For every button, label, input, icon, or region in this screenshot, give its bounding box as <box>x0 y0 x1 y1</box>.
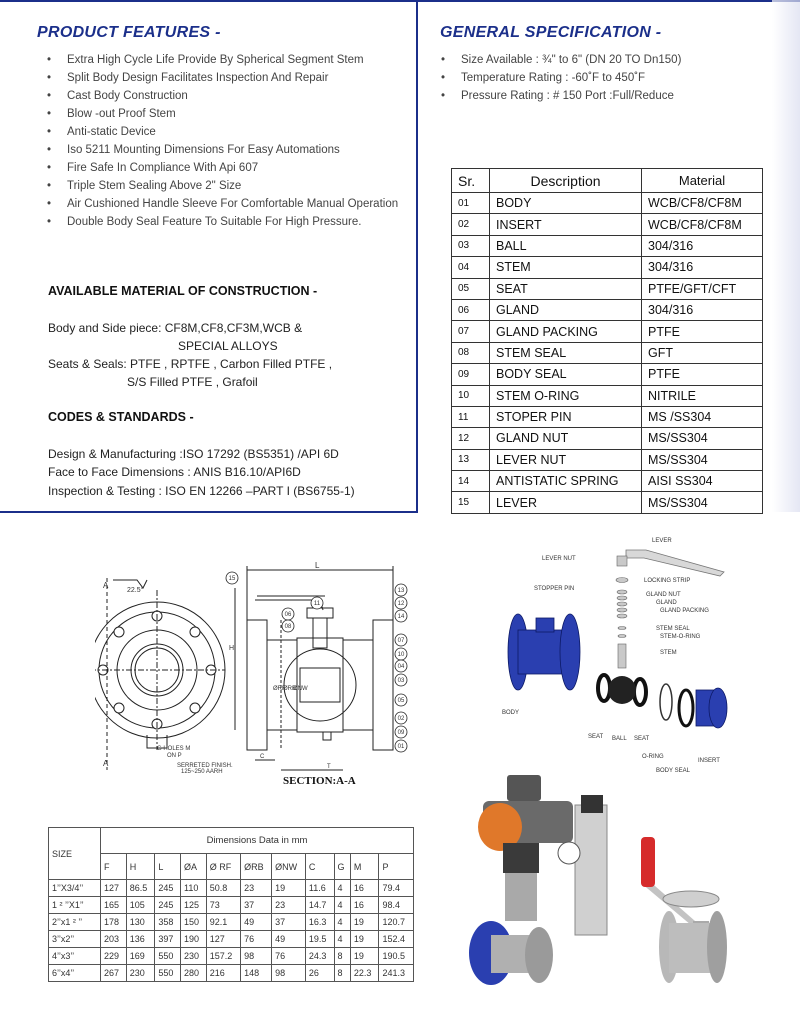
dim-cell: 550 <box>155 965 181 982</box>
section-label: SECTION:A-A <box>283 775 356 787</box>
features-list <box>47 51 407 231</box>
material-cell: 09 <box>452 364 490 385</box>
dim-cell: 98.4 <box>379 897 414 914</box>
seats-material-line: Seats & Seals: PTFE , RPTFE , Carbon Filled PTFE , <box>48 357 333 371</box>
dim-cell: 37 <box>241 897 272 914</box>
dim-cell: 245 <box>155 897 181 914</box>
codes-title: CODES & STANDARDS - <box>48 410 194 424</box>
callout-number: 14 <box>397 614 405 621</box>
dim-label: C <box>260 754 265 760</box>
material-cell: 02 <box>452 214 490 235</box>
dim-row <box>49 914 414 931</box>
dim-table-body <box>49 880 414 982</box>
material-cell: GLAND PACKING <box>490 321 642 342</box>
feature-item: • Air Cushioned Handle Sleeve For Comfortable Manual Operation <box>47 195 407 213</box>
feature-item: • Anti-static Device <box>47 123 407 141</box>
body-material-line: Body and Side piece: CF8M,CF8,CF3M,WCB & <box>48 321 303 335</box>
material-cell: AISI SS304 <box>642 471 763 492</box>
material-row <box>452 278 763 299</box>
part-label: BODY <box>502 710 520 716</box>
side-band <box>772 0 800 512</box>
dim-cell: 3’’x2’’ <box>49 931 101 948</box>
col-sr: Sr. <box>452 169 490 193</box>
material-cell: GFT <box>642 342 763 363</box>
exploded-view <box>496 532 796 777</box>
ball <box>608 676 636 704</box>
dim-cell: 127 <box>101 880 127 897</box>
dim-cell: 1’’X3/4’’ <box>49 880 101 897</box>
dim-table-header <box>49 854 414 880</box>
dim-cell: 4 <box>334 897 350 914</box>
material-cell: 12 <box>452 428 490 449</box>
dim-column-header: C <box>305 854 334 880</box>
material-cell: 07 <box>452 321 490 342</box>
dim-column-header: L <box>155 854 181 880</box>
dim-cell: 86.5 <box>126 880 155 897</box>
material-cell: GLAND <box>490 299 642 320</box>
material-cell: MS/SS304 <box>642 449 763 470</box>
dim-cell: 98 <box>272 965 306 982</box>
dim-cell: 267 <box>101 965 127 982</box>
material-table-header <box>452 169 763 193</box>
part-label: LEVER <box>652 538 672 544</box>
dim-cell: 358 <box>155 914 181 931</box>
part-label: SEAT <box>588 734 604 740</box>
callout-number: 10 <box>397 652 405 659</box>
dim-cell: 216 <box>206 965 240 982</box>
material-cell: 15 <box>452 492 490 513</box>
dim-cell: 125 <box>181 897 207 914</box>
part-label: BALL <box>612 736 627 742</box>
material-row <box>452 193 763 214</box>
callout-number: 13 <box>397 588 405 595</box>
feature-item: • Triple Stem Sealing Above 2" Size <box>47 177 407 195</box>
callout-number: 04 <box>397 664 405 671</box>
flange-front-view <box>95 578 225 770</box>
material-cell: 05 <box>452 278 490 299</box>
codes-line: Inspection & Testing : ISO EN 12266 –PART I (BS6755-1) <box>48 484 355 498</box>
seats-material-line-2: S/S Filled PTFE , Grafoil <box>127 375 258 389</box>
dim-cell: 76 <box>241 931 272 948</box>
body-material-line-2: SPECIAL ALLOYS <box>178 339 278 353</box>
dim-cell: 230 <box>181 948 207 965</box>
dim-cell: 49 <box>272 931 306 948</box>
dim-cell: 19 <box>350 931 379 948</box>
callout-number: 08 <box>284 624 292 631</box>
section-drawing <box>95 560 425 795</box>
dim-cell: 76 <box>272 948 306 965</box>
callout-number: 05 <box>397 698 405 705</box>
dim-cell: 105 <box>126 897 155 914</box>
dim-cell: 245 <box>155 880 181 897</box>
holes-label-2: ON P <box>167 753 182 759</box>
finish-label: SERRETED FINISH. <box>177 763 233 769</box>
callout-number: 09 <box>397 730 405 737</box>
material-cell: 304/316 <box>642 257 763 278</box>
material-cell: STEM <box>490 257 642 278</box>
material-cell: 304/316 <box>642 299 763 320</box>
dim-label: H <box>229 645 235 652</box>
body-seal <box>679 690 693 726</box>
material-cell: LEVER <box>490 492 642 513</box>
material-cell: MS/SS304 <box>642 492 763 513</box>
dim-cell: 14.7 <box>305 897 334 914</box>
part-label: GLAND <box>656 600 677 606</box>
part-label: STEM-O-RING <box>660 634 701 640</box>
material-cell: BODY <box>490 193 642 214</box>
dim-label: ØRB <box>283 686 297 692</box>
dim-cell: 19 <box>272 880 306 897</box>
part-label: STOPPER PIN <box>534 586 575 592</box>
feature-item: • Double Body Seal Feature To Suitable For High Pressure. <box>47 213 407 231</box>
dim-row <box>49 931 414 948</box>
dim-cell: 280 <box>181 965 207 982</box>
dim-cell: 148 <box>241 965 272 982</box>
dim-cell: 2’’x1 ² ’’ <box>49 914 101 931</box>
dim-column-header: G <box>334 854 350 880</box>
material-row <box>452 235 763 256</box>
material-cell: BALL <box>490 235 642 256</box>
callout-number: 11 <box>313 601 321 608</box>
dim-cell: 136 <box>126 931 155 948</box>
general-spec-list <box>441 51 771 105</box>
dim-cell: 37 <box>272 914 306 931</box>
material-cell: PTFE <box>642 364 763 385</box>
dim-cell: 98 <box>241 948 272 965</box>
callout-number: 03 <box>397 678 405 685</box>
dim-cell: 203 <box>101 931 127 948</box>
dim-cell: 157.2 <box>206 948 240 965</box>
dim-cell: 130 <box>126 914 155 931</box>
dim-caption: Dimensions Data in mm <box>101 828 414 854</box>
material-row <box>452 257 763 278</box>
size-header: SIZE <box>49 828 101 880</box>
material-table <box>451 168 763 514</box>
dim-cell: 550 <box>155 948 181 965</box>
material-cell: WCB/CF8/CF8M <box>642 214 763 235</box>
feature-item: • Blow -out Proof Stem <box>47 105 407 123</box>
dim-cell: 152.4 <box>379 931 414 948</box>
finish-label-2: 125~250 AARH <box>181 769 223 775</box>
dim-cell: 150 <box>181 914 207 931</box>
material-cell: 304/316 <box>642 235 763 256</box>
dim-cell: 16.3 <box>305 914 334 931</box>
dim-label: ØNW <box>293 686 308 692</box>
dim-cell: 23 <box>272 897 306 914</box>
part-label: BODY SEAL <box>656 768 690 774</box>
dim-cell: 165 <box>101 897 127 914</box>
dim-cell: 73 <box>206 897 240 914</box>
dim-cell: 169 <box>126 948 155 965</box>
dim-cell: 92.1 <box>206 914 240 931</box>
dim-cell: 1 ² ’’X1’’ <box>49 897 101 914</box>
callout-number: 12 <box>397 601 405 608</box>
callout-group <box>226 572 407 752</box>
material-cell: 04 <box>452 257 490 278</box>
dim-cell: 19.5 <box>305 931 334 948</box>
col-description: Description <box>490 169 642 193</box>
material-cell: STOPER PIN <box>490 406 642 427</box>
dim-label: T <box>327 764 331 770</box>
part-label: STEM SEAL <box>656 626 690 632</box>
dim-cell: 23 <box>241 880 272 897</box>
spec-item: • Pressure Rating : # 150 Port :Full/Reduce <box>441 87 771 105</box>
dim-cell: 50.8 <box>206 880 240 897</box>
dim-column-header: Ø RF <box>206 854 240 880</box>
dim-cell: 230 <box>126 965 155 982</box>
dim-cell: 8 <box>334 948 350 965</box>
codes-line: Design & Manufacturing :ISO 17292 (BS5351) /API 6D <box>48 447 339 461</box>
material-row <box>452 385 763 406</box>
dim-cell: 19 <box>350 914 379 931</box>
dim-label: L <box>315 561 320 570</box>
part-label: SEAT <box>634 736 650 742</box>
dimensions-table <box>48 827 414 982</box>
dim-cell: 4’’x3’’ <box>49 948 101 965</box>
angle-label: 22.5° <box>127 587 144 594</box>
material-row <box>452 342 763 363</box>
dim-cell: 120.7 <box>379 914 414 931</box>
callout-number: 01 <box>397 744 405 751</box>
spec-item: • Size Available : ¾" to 6" (DN 20 TO Dn150) <box>441 51 771 69</box>
dim-row <box>49 880 414 897</box>
feature-item: • Fire Safe In Compliance With Api 607 <box>47 159 407 177</box>
material-cell: PTFE <box>642 321 763 342</box>
materials-title: AVAILABLE MATERIAL OF CONSTRUCTION - <box>48 284 318 298</box>
dim-label: A <box>103 759 109 768</box>
codes-line: Face to Face Dimensions : ANIS B16.10/API6D <box>48 465 301 479</box>
dim-column-header: ØNW <box>272 854 306 880</box>
material-row <box>452 492 763 513</box>
material-cell: STEM SEAL <box>490 342 642 363</box>
dim-cell: 24.3 <box>305 948 334 965</box>
dim-cell: 190 <box>181 931 207 948</box>
dim-row <box>49 948 414 965</box>
material-cell: 06 <box>452 299 490 320</box>
dim-cell: 110 <box>181 880 207 897</box>
callout-number: 02 <box>397 716 405 723</box>
holes-label: G HOLES M <box>157 746 191 752</box>
part-label: LEVER NUT <box>542 556 576 562</box>
dim-cell: 26 <box>305 965 334 982</box>
actuated-valve-photo <box>469 775 607 985</box>
dim-cell: 4 <box>334 880 350 897</box>
dim-cell: 8 <box>334 965 350 982</box>
dim-label: ØRF <box>273 686 286 692</box>
callout-number: 15 <box>228 576 236 583</box>
stem-parts <box>616 556 628 668</box>
dim-column-header: P <box>379 854 414 880</box>
dim-column-header: ØRB <box>241 854 272 880</box>
insert-part <box>696 688 727 728</box>
dim-cell: 19 <box>350 948 379 965</box>
material-row <box>452 428 763 449</box>
material-cell: ANTISTATIC SPRING <box>490 471 642 492</box>
feature-item: • Iso 5211 Mounting Dimensions For Easy Automations <box>47 141 407 159</box>
material-cell: MS/SS304 <box>642 428 763 449</box>
dim-cell: 11.6 <box>305 880 334 897</box>
dim-table-caption-row <box>49 828 414 854</box>
dim-cell: 397 <box>155 931 181 948</box>
material-cell: MS /SS304 <box>642 406 763 427</box>
feature-item: • Cast Body Construction <box>47 87 407 105</box>
manual-valve-photo <box>641 837 727 983</box>
horizontal-divider <box>0 511 418 513</box>
material-cell: 11 <box>452 406 490 427</box>
dim-cell: 4 <box>334 914 350 931</box>
material-cell: 10 <box>452 385 490 406</box>
material-row <box>452 471 763 492</box>
material-table-body <box>452 193 763 514</box>
part-label: INSERT <box>698 758 720 764</box>
dim-label: A <box>103 581 109 590</box>
spec-item: • Temperature Rating : -60˚F to 450˚F <box>441 69 771 87</box>
material-cell: BODY SEAL <box>490 364 642 385</box>
material-cell: LEVER NUT <box>490 449 642 470</box>
material-row <box>452 214 763 235</box>
dim-row <box>49 965 414 982</box>
part-label: GLAND PACKING <box>660 608 709 614</box>
dim-cell: 229 <box>101 948 127 965</box>
dim-cell: 6’’x4’’ <box>49 965 101 982</box>
material-cell: INSERT <box>490 214 642 235</box>
dim-column-header: H <box>126 854 155 880</box>
part-label: LOCKING STRIP <box>644 578 691 584</box>
material-row <box>452 449 763 470</box>
top-rule <box>0 0 800 2</box>
material-cell: 13 <box>452 449 490 470</box>
dim-cell: 127 <box>206 931 240 948</box>
material-cell: STEM O-RING <box>490 385 642 406</box>
material-cell: SEAT <box>490 278 642 299</box>
part-label: STEM <box>660 650 677 656</box>
material-cell: 08 <box>452 342 490 363</box>
dim-column-header: F <box>101 854 127 880</box>
o-ring <box>660 684 672 720</box>
material-cell: 01 <box>452 193 490 214</box>
dim-cell: 16 <box>350 880 379 897</box>
material-cell: GLAND NUT <box>490 428 642 449</box>
valve-section-view <box>235 566 393 770</box>
dim-cell: 22.3 <box>350 965 379 982</box>
material-row <box>452 364 763 385</box>
part-label: GLAND NUT <box>646 592 681 598</box>
material-cell: 14 <box>452 471 490 492</box>
dim-column-header: M <box>350 854 379 880</box>
material-row <box>452 299 763 320</box>
callout-number: 06 <box>284 612 292 619</box>
dim-cell: 190.5 <box>379 948 414 965</box>
dim-cell: 79.4 <box>379 880 414 897</box>
material-cell: WCB/CF8/CF8M <box>642 193 763 214</box>
dim-row <box>49 897 414 914</box>
product-photos <box>455 775 775 990</box>
lever-shape <box>626 550 724 576</box>
feature-item: • Split Body Design Facilitates Inspection And Repair <box>47 69 407 87</box>
material-cell: NITRILE <box>642 385 763 406</box>
feature-item: • Extra High Cycle Life Provide By Spherical Segment Stem <box>47 51 407 69</box>
vertical-divider <box>416 0 418 512</box>
part-label: O-RING <box>642 754 664 760</box>
material-row <box>452 321 763 342</box>
dim-cell: 178 <box>101 914 127 931</box>
material-cell: 03 <box>452 235 490 256</box>
dim-cell: 16 <box>350 897 379 914</box>
dim-cell: 49 <box>241 914 272 931</box>
general-spec-title: GENERAL SPECIFICATION - <box>440 24 662 41</box>
valve-body <box>508 614 580 690</box>
features-title: PRODUCT FEATURES - <box>37 24 221 41</box>
dim-cell: 4 <box>334 931 350 948</box>
material-row <box>452 406 763 427</box>
dim-cell: 241.3 <box>379 965 414 982</box>
col-material: Material <box>642 169 763 193</box>
material-cell: PTFE/GFT/CFT <box>642 278 763 299</box>
callout-number: 07 <box>397 638 405 645</box>
dim-column-header: ØA <box>181 854 207 880</box>
